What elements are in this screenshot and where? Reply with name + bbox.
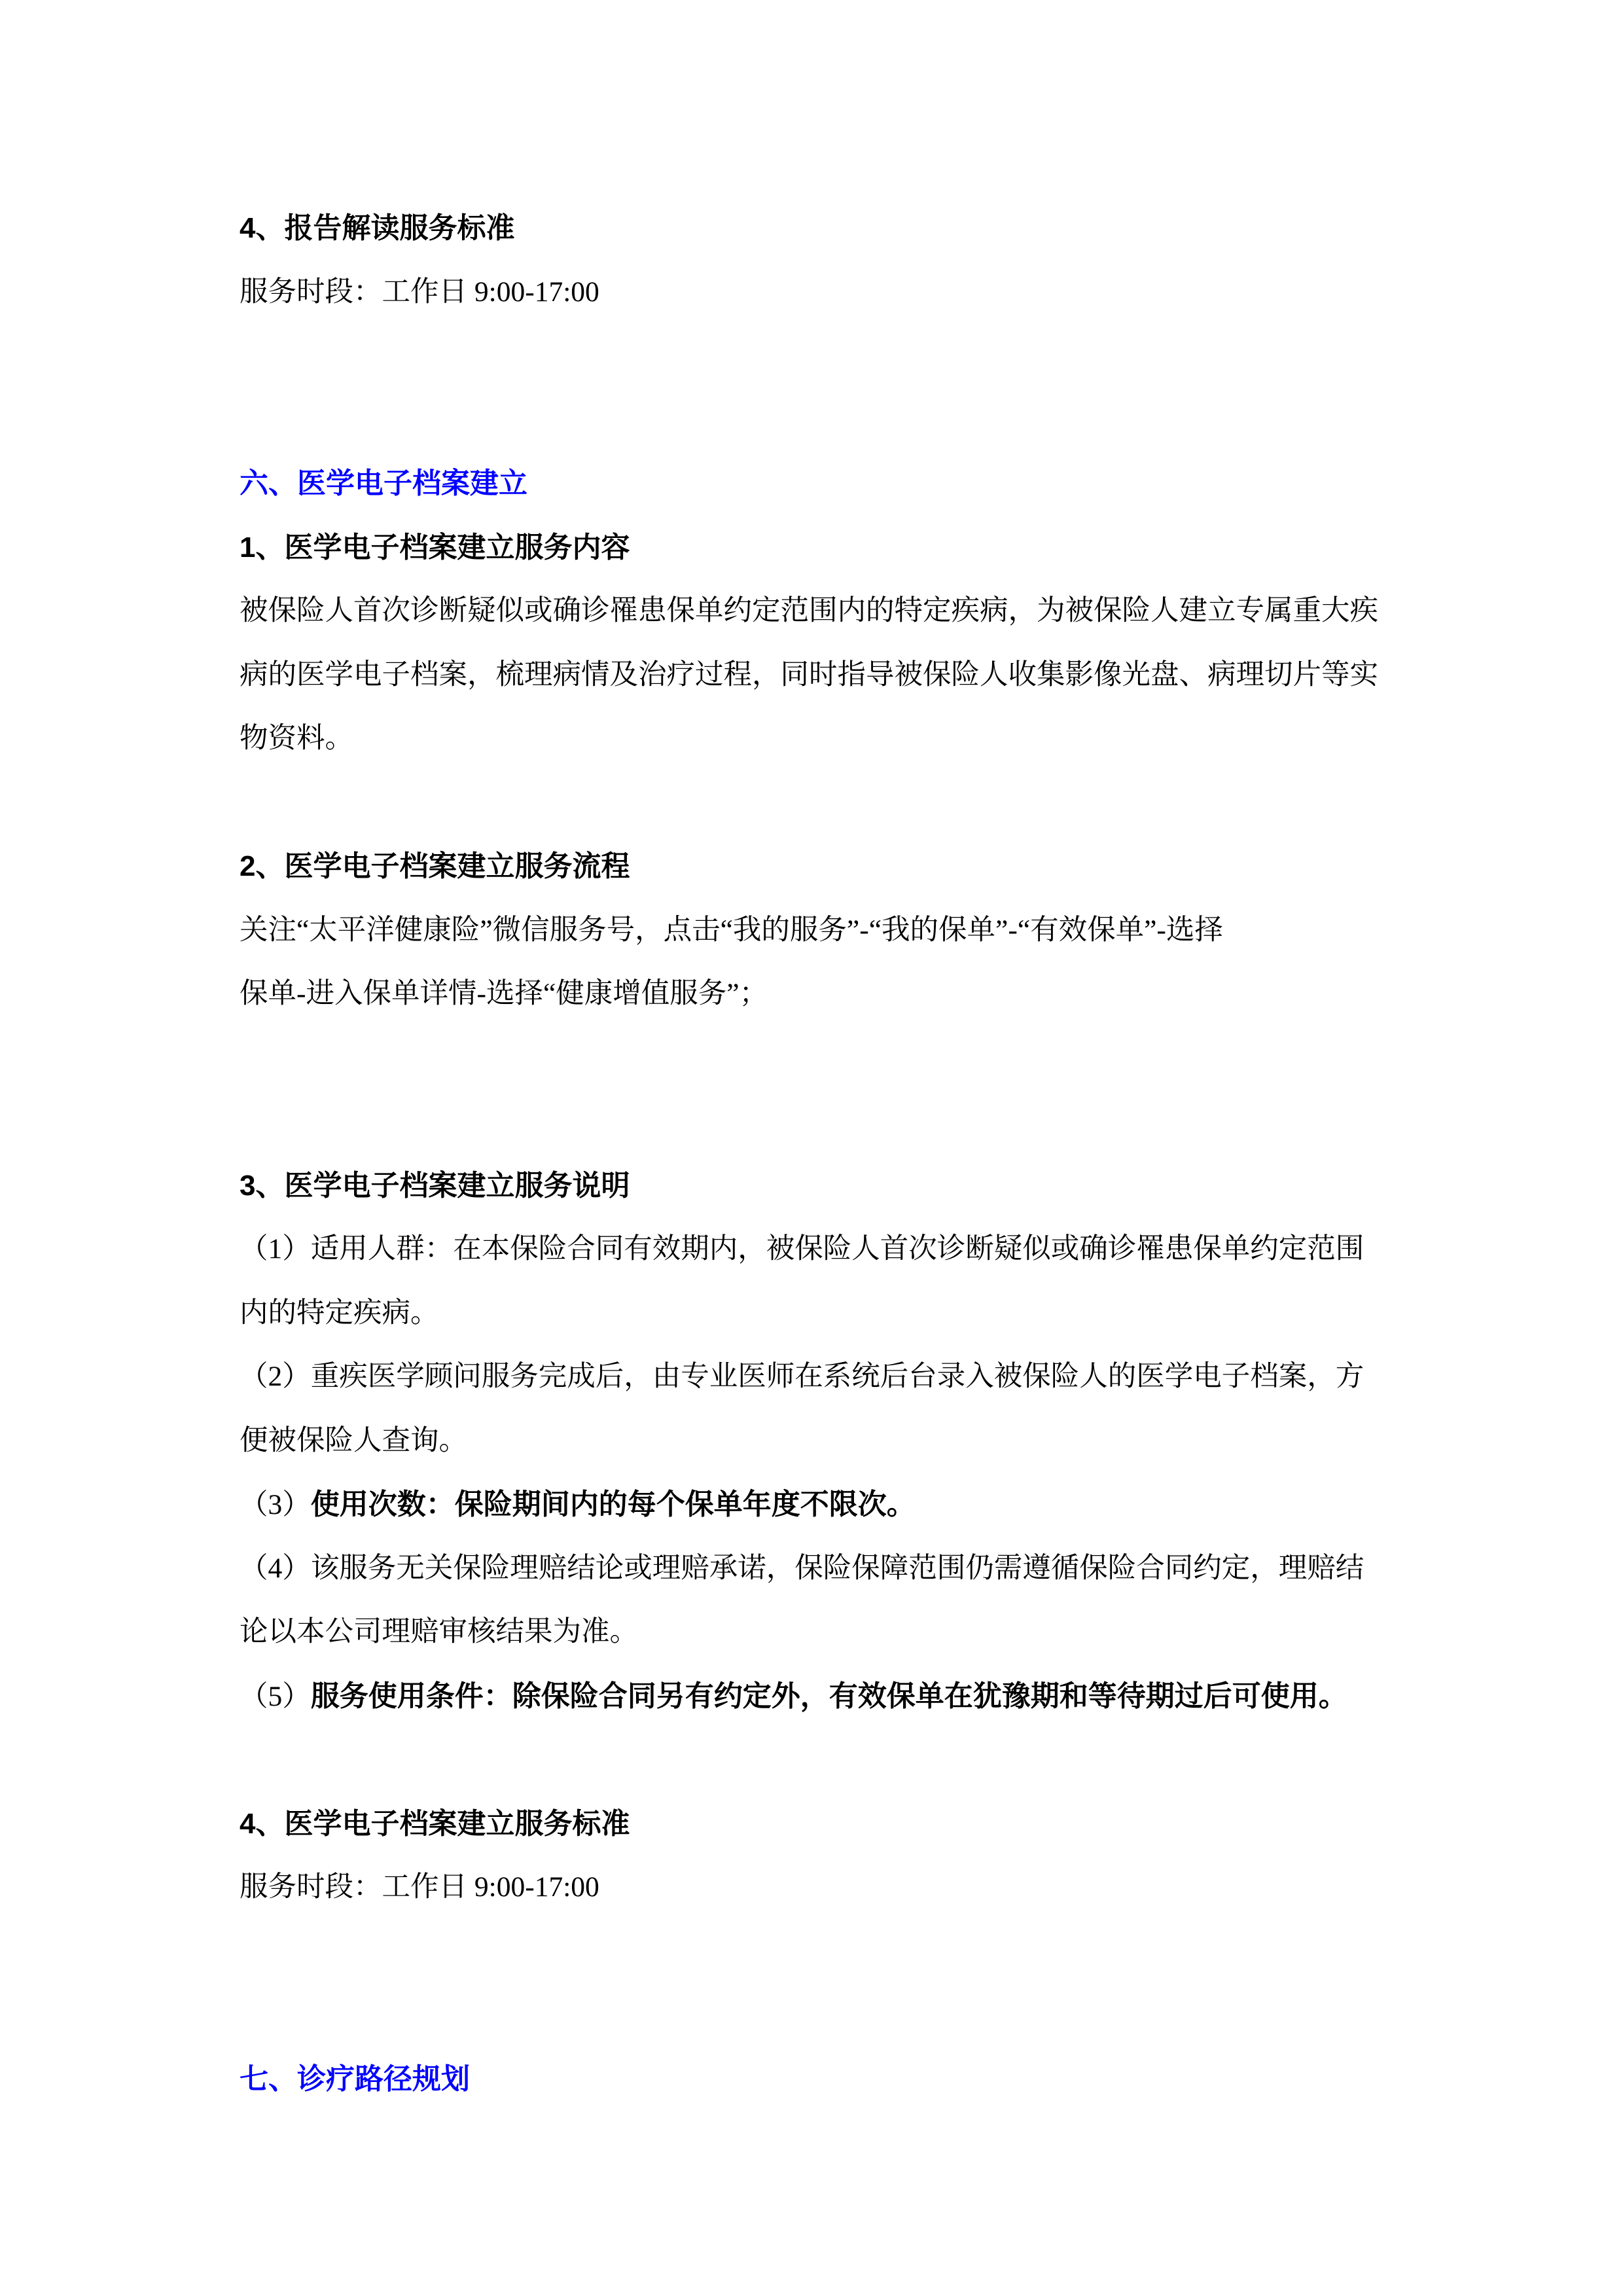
list-item-4-line-2: 论以本公司理赔审核结果为准。: [240, 1616, 638, 1647]
list-item-5-usage-condition: [240, 1664, 1382, 1729]
list-item-1-line-2: 内的特定疾病。: [240, 1297, 439, 1329]
paragraph-archive-content-line-1: 被保险人首次诊断疑似或确诊罹患保单约定范围内的特定疾病，为被保险人建立专属重大疾: [240, 595, 1378, 626]
blank-line: [240, 388, 1382, 452]
blank-line: [240, 1728, 1382, 1792]
blank-line: [240, 1983, 1382, 2047]
list-item-1-line-1: （1）适用人群：在本保险合同有效期内，被保险人首次诊断疑似或确诊罹患保单约定范围: [240, 1233, 1364, 1265]
chapter-heading-medical-e-archive: 六、医学电子档案建立: [240, 467, 527, 499]
chapter-heading-treatment-path-planning: 七、诊疗路径规划: [240, 2062, 470, 2095]
service-hours-text: 服务时段：工作日 9:00-17:00: [240, 1871, 599, 1903]
list-item-3-usage-count: [240, 1473, 1382, 1537]
subheading-archive-service-standard: 4、医学电子档案建立服务标准: [240, 1807, 630, 1840]
subheading-archive-service-content: 1、医学电子档案建立服务内容: [240, 531, 630, 564]
service-hours-text: 服务时段：工作日 9:00-17:00: [240, 276, 599, 308]
list-item-5-bold-text: 服务使用条件：除保险合同另有约定外，有效保单在犹豫期和等待期过后可使用。: [310, 1679, 1347, 1712]
subheading-report-interpretation-standard: 4、报告解读服务标准: [240, 212, 515, 244]
blank-line: [240, 771, 1382, 835]
list-item-3-bold-text: 使用次数：保险期间内的每个保单年度不限次。: [310, 1488, 916, 1520]
paragraph-archive-content-line-3: 物资料。: [240, 723, 353, 754]
blank-line: [240, 1920, 1382, 1984]
blank-line: [240, 324, 1382, 388]
list-item-3-number: （3）: [240, 1489, 311, 1520]
subheading-archive-service-notes: 3、医学电子档案建立服务说明: [240, 1169, 630, 1202]
list-item-2-line-2: 便被保险人查询。: [240, 1424, 467, 1456]
list-item-4-line-1: （4）该服务无关保险理赔结论或理赔承诺，保险保障范围仍需遵循保险合同约定，理赔结: [240, 1552, 1364, 1584]
list-item-2-line-1: （2）重疾医学顾问服务完成后，由专业医师在系统后台录入被保险人的医学电子档案，方: [240, 1361, 1364, 1392]
blank-line: [240, 1026, 1382, 1090]
paragraph-archive-process-line-1: 关注“太平洋健康险”微信服务号，点击“我的服务”-“我的保单”-“有效保单”-选择: [240, 914, 1223, 946]
blank-line: [240, 1090, 1382, 1154]
paragraph-archive-process-line-2: 保单-进入保单详情-选择“健康增值服务”；: [240, 978, 768, 1009]
subheading-archive-service-process: 2、医学电子档案建立服务流程: [240, 850, 630, 882]
paragraph-archive-content-line-2: 病的医学电子档案，梳理病情及治疗过程，同时指导被保险人收集影像光盘、病理切片等实: [240, 658, 1378, 691]
list-item-5-number: （5）: [240, 1680, 311, 1712]
